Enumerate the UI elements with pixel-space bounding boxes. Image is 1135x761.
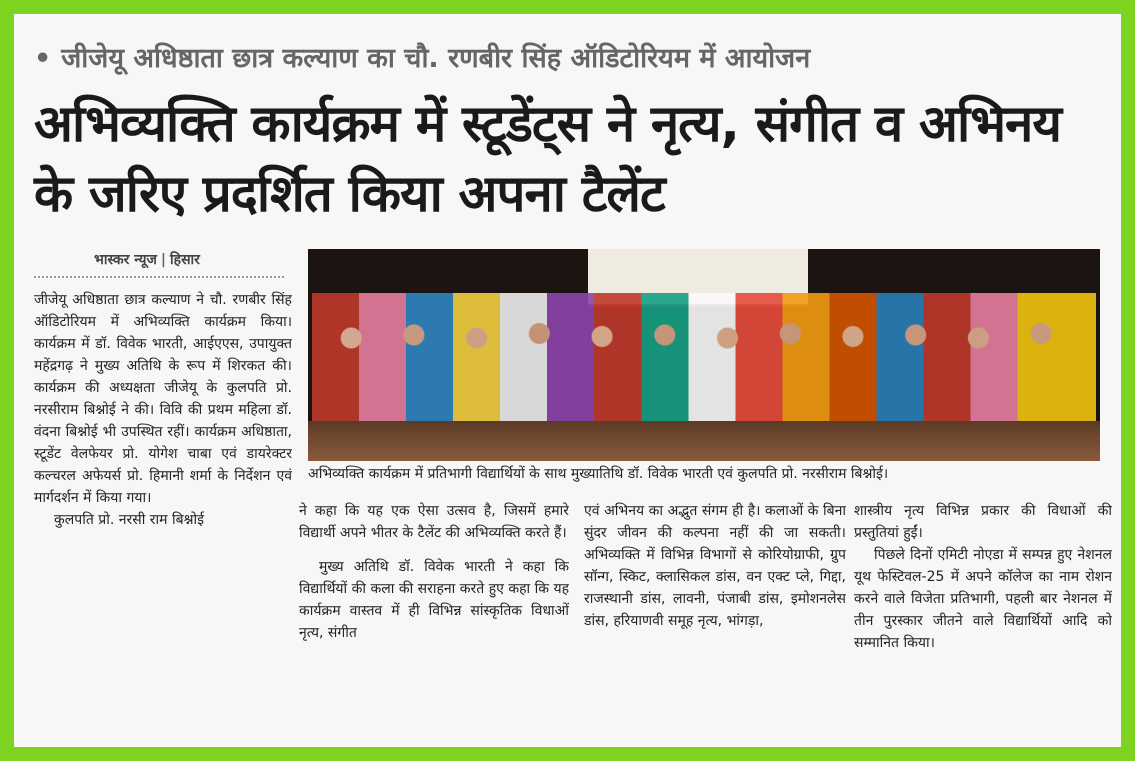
byline-separator: | — [160, 252, 167, 268]
kicker-text: जीजेयू अधिष्ठाता छात्र कल्याण का चौ. रणबीर सिंह ऑडिटोरियम में आयोजन — [61, 43, 811, 74]
bullet-icon: • — [34, 43, 52, 74]
article-paragraph: एवं अभिनय का अद्भुत संगम ही है। कलाओं के बिना सुंदर जीवन की कल्पना नहीं की जा सकती। अभिव्यक्ति में विभिन्न विभागों से कोरियोग्राफी, ग्रुप सॉन्ग, स्किट, क्लासिकल डांस, वन एक्ट प्ले, गिद्दा, राजस्थानी डांस, लावनी, पंजाबी डांस, इमोशनलेस डांस, हरियाणवी समूह नृत्य, भांगड़ा, — [584, 503, 846, 629]
byline — [94, 250, 200, 269]
article-paragraph: ने कहा कि यह एक ऐसा उत्सव है, जिसमें हमारे विद्यार्थी अपने भीतर के टैलेंट की अभिव्यक्ति करते हैं। — [299, 503, 569, 541]
article-paragraph: मुख्य अतिथि डॉ. विवेक भारती ने कहा कि विद्यार्थियों की कला की सराहना करते हुए कहा कि यह कार्यक्रम वास्तव में ही विभिन्न सांस्कृतिक विधाओं नृत्य, संगीत — [299, 559, 569, 641]
newspaper-clipping — [14, 14, 1121, 747]
article-paragraph: शास्त्रीय नृत्य विभिन्न प्रकार की विधाओं की प्रस्तुतियां हुईं। — [854, 503, 1112, 541]
article-column-4 — [854, 500, 1112, 740]
headline: अभिव्यक्ति कार्यक्रम में स्टूडेंट्स ने नृत्य, संगीत व अभिनय के जरिए प्रदर्शित किया अपना टैलेंट — [34, 95, 1061, 224]
byline-city: हिसार — [170, 252, 200, 268]
photo-caption: अभिव्यक्ति कार्यक्रम में प्रतिभागी विद्यार्थियों के साथ मुख्यातिथि डॉ. विवेक भारती एवं कुलपति प्रो. नरसीराम बिश्नोई। — [308, 466, 889, 482]
byline-divider — [34, 276, 284, 278]
stage-floor — [308, 421, 1100, 461]
article-paragraph: कुलपति प्रो. नरसी राम बिश्नोई — [54, 512, 204, 528]
article-column-2 — [299, 500, 569, 740]
event-photo — [308, 249, 1100, 461]
byline-agency: भास्कर न्यूज — [94, 252, 157, 268]
kicker-line — [34, 38, 1104, 75]
article-column-3 — [584, 500, 846, 740]
article-paragraph: पिछले दिनों एमिटी नोएडा में सम्पन्न हुए नेशनल यूथ फेस्टिवल-25 में अपने कॉलेज का नाम रोशन करने वाले विजेता प्रतिभागी, पहली बार नेशनल में तीन पुरस्कार जीतने वाले विद्यार्थियों आदि को सम्मानित किया। — [854, 547, 1112, 651]
article-column-1 — [34, 289, 292, 739]
article-paragraph: जीजेयू अधिष्ठाता छात्र कल्याण ने चौ. रणबीर सिंह ऑडिटोरियम में अभिव्यक्ति कार्यक्रम किया। कार्यक्रम में डॉ. विवेक भारती, आईएएस, उपायुक्त महेंद्रगढ़ ने मुख्य अतिथि के रूप में शिरकत की। कार्यक्रम की अध्यक्षता जीजेयू के कुलपति प्रो. नरसीराम बिश्नोई ने की। विवि की प्रथम महिला डॉ. वंदना बिश्नोई भी उपस्थित रहीं। कार्यक्रम अधिष्ठाता, स्टूडेंट वेलफेयर प्रो. योगेश चाबा एवं डायरेक्टर कल्चरल अफेयर्स प्रो. हिमानी शर्मा के निर्देशन एवं मार्गदर्शन में किया गया। — [34, 292, 292, 506]
